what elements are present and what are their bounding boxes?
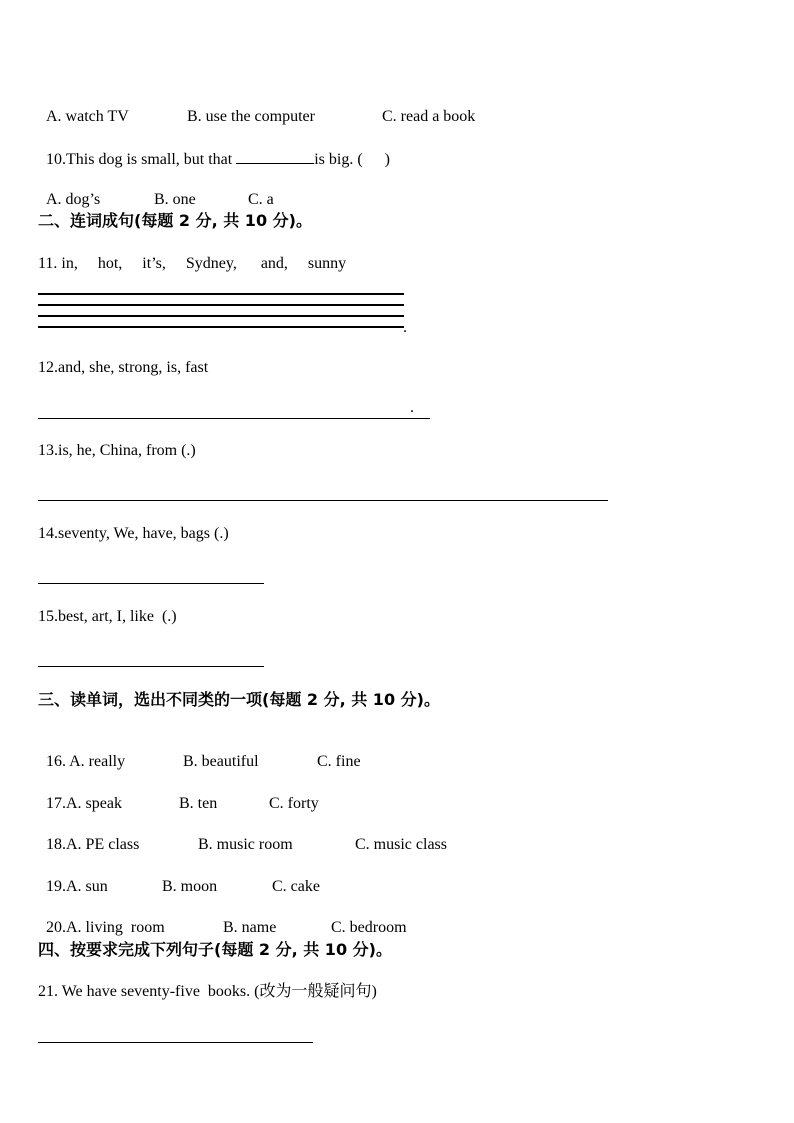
q11-period: . [403, 319, 407, 336]
q9-option-c: C. read a book [382, 108, 476, 125]
section-2-heading: 二、连词成句(每题 2 分, 共 10 分)。 [38, 211, 312, 230]
q11-answer-line-3[interactable] [38, 315, 404, 317]
q14-answer-line[interactable] [38, 583, 264, 584]
q10-question [38, 129, 390, 170]
q16-options [38, 732, 361, 772]
q17-options [38, 774, 319, 814]
q12-period: . [410, 399, 414, 416]
q11-answer-line-2[interactable] [38, 304, 404, 306]
q18-option-c: C. music class [355, 836, 447, 853]
q13-words: 13.is, he, China, from (.) [38, 442, 196, 459]
q12-words: 12.and, she, strong, is, fast [38, 359, 209, 376]
q12-answer-line[interactable] [38, 418, 430, 419]
q21-answer-line[interactable] [38, 1042, 313, 1043]
q21-sentence: 21. We have seventy-five books. (改为一般疑问句) [38, 983, 377, 1000]
q18-options [38, 815, 447, 855]
q19-option-a: 19.A. sun [46, 878, 108, 895]
q19-option-c: C. cake [272, 878, 320, 895]
section-4-heading: 四、按要求完成下列句子(每题 2 分, 共 10 分)。 [38, 940, 392, 959]
q20-option-b: B. name [223, 919, 277, 936]
q10-paren-close: ) [384, 151, 390, 168]
q16-option-b: B. beautiful [183, 753, 259, 770]
q11-words: 11. in, hot, it’s, Sydney, and, sunny [38, 255, 347, 272]
section-3-heading: 三、读单词，选出不同类的一项(每题 2 分, 共 10 分)。 [38, 690, 440, 709]
q20-option-c: C. bedroom [331, 919, 407, 936]
q17-option-b: B. ten [179, 795, 218, 812]
q11-answer-line-1[interactable] [38, 293, 404, 295]
q20-option-a: 20.A. living room [46, 919, 165, 936]
q9-option-a: A. watch TV [46, 108, 129, 125]
q10-options [38, 170, 274, 210]
q19-option-b: B. moon [162, 878, 218, 895]
q15-answer-line[interactable] [38, 666, 264, 667]
q19-options [38, 857, 320, 897]
q10-option-c: C. a [248, 191, 274, 208]
q9-option-b: B. use the computer [187, 108, 315, 125]
q10-text-before: 10.This dog is small, but that [46, 151, 237, 168]
q13-answer-line[interactable] [38, 500, 608, 501]
q10-option-b: B. one [154, 191, 196, 208]
q10-blank[interactable] [236, 149, 314, 164]
q10-option-a: A. dog’s [46, 191, 101, 208]
q15-words: 15.best, art, I, like (.) [38, 608, 177, 625]
q9-options [38, 87, 475, 127]
q11-answer-line-4[interactable] [38, 326, 404, 328]
q14-words: 14.seventy, We, have, bags (.) [38, 525, 229, 542]
q17-option-a: 17.A. speak [46, 795, 122, 812]
q20-options [38, 898, 407, 938]
q17-option-c: C. forty [269, 795, 319, 812]
q16-option-a: 16. A. really [46, 753, 126, 770]
q18-option-b: B. music room [198, 836, 293, 853]
q10-text-after: is big. ( [314, 151, 363, 168]
q18-option-a: 18.A. PE class [46, 836, 140, 853]
q16-option-c: C. fine [317, 753, 361, 770]
